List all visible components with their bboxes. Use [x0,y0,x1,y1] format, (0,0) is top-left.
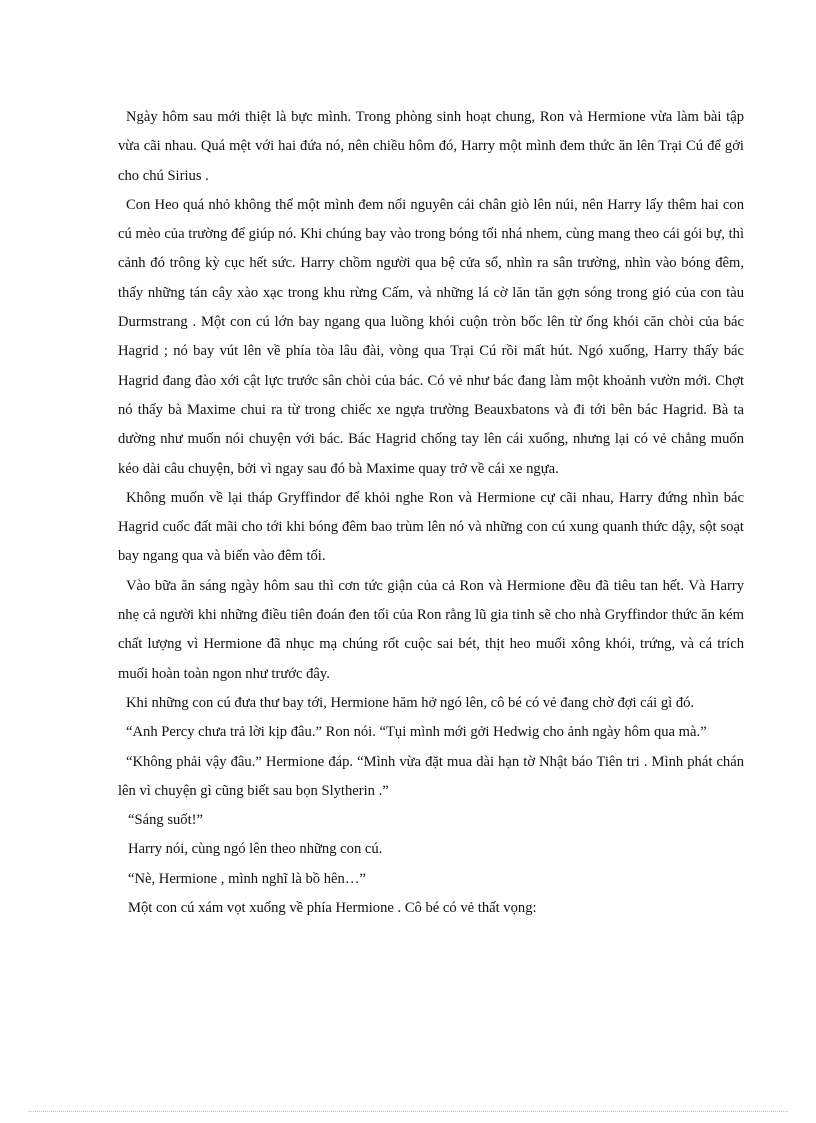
paragraph-1: Ngày hôm sau mới thiệt là bực mình. Trong phòng sinh hoạt chung, Ron và Hermione vừa làm bài tập vừa cãi nhau. Quá mệt với hai đứa nó, nên chiều hôm đó, Harry một mình đem thức ăn lên Trại Cú để gởi cho chú Sirius . [118,109,744,184]
paragraph-11: Một con cú xám vọt xuống về phía Hermione . Cô bé có vẻ thất vọng: [128,900,537,917]
page-bottom-divider [28,1111,788,1112]
body-text [118,103,744,923]
paragraph-6: “Anh Percy chưa trả lời kịp đâu.” Ron nói. “Tụi mình mới gởi Hedwig cho ảnh ngày hôm qua mà.” [126,724,707,741]
paragraph-4: Vào bữa ăn sáng ngày hôm sau thì cơn tức giận của cả Ron và Hermione đều đã tiêu tan hết. Và Harry nhẹ cả người khi những điều tiên đoán đen tối của Ron rằng lũ gia tinh sẽ cho nhà Gryffindor thức ăn kém chất lượng vì Hermione đã nhục mạ chúng rốt cuộc sai bét, thịt heo muối xông khói, trứng, và cá trích muối hoàn toàn ngon như trước đây. [118,577,744,682]
paragraph-9: Harry nói, cùng ngó lên theo những con cú. [128,841,383,858]
paragraph-7: “Không phải vậy đâu.” Hermione đáp. “Mình vừa đặt mua dài hạn tờ Nhật báo Tiên tri . Mình phát chán lên vì chuyện gì cũng biết sau bọn Slytherin .” [118,753,744,799]
paragraph-10: “Nè, Hermione , mình nghĩ là bồ hên…” [128,870,366,887]
paragraph-5: Khi những con cú đưa thư bay tới, Hermione hăm hở ngó lên, cô bé có vẻ đang chờ đợi cái gì đó. [126,694,695,711]
paragraph-8: “Sáng suốt!” [128,812,203,829]
paragraph-2: Con Heo quá nhỏ không thể một mình đem nổi nguyên cái chân giò lên núi, nên Harry lấy thêm hai con cú mèo của trường để giúp nó. Khi chúng bay vào trong bóng tối nhá nhem, cùng mang theo cái gói bự, thì cảnh đó trông kỳ cục hết sức. Harry chồm người qua bệ cửa sổ, nhìn ra sân trường, nhìn vào bóng đêm, thấy những tán cây xào xạc trong khu rừng Cấm, và những lá cờ lăn tăn gợn sóng trong gió của con tàu Durmstrang . Một con cú lớn bay ngang qua luồng khói cuộn tròn bốc lên từ ống khói căn chòi của bác Hagrid ; nó bay vút lên về phía tòa lâu đài, vòng qua Trại Cú rồi mất hút. Ngó xuống, Harry thấy bác Hagrid đang đào xới cật lực trước sân chòi của bác. Có vẻ như bác đang làm một khoảnh vườn mới. Chợt nó thấy bà Maxime chui ra từ trong chiếc xe ngựa trường Beauxbatons và đi tới bên bác Hagrid. Bà ta dường như muốn nói chuyện với bác. Bác Hagrid chống tay lên cái xuổng, nhưng lại có vẻ chẳng muốn kéo dài câu chuyện, bởi vì ngay sau đó bà Maxime quay trở về cái xe ngựa. [118,196,744,477]
paragraph-3: Không muốn về lại tháp Gryffindor để khỏi nghe Ron và Hermione cự cãi nhau, Harry đứng nhìn bác Hagrid cuốc đất mãi cho tới khi bóng đêm bao trùm lên nó và những con cú xung quanh thức dậy, sột soạt bay ngang qua và biến vào đêm tối. [118,489,744,565]
